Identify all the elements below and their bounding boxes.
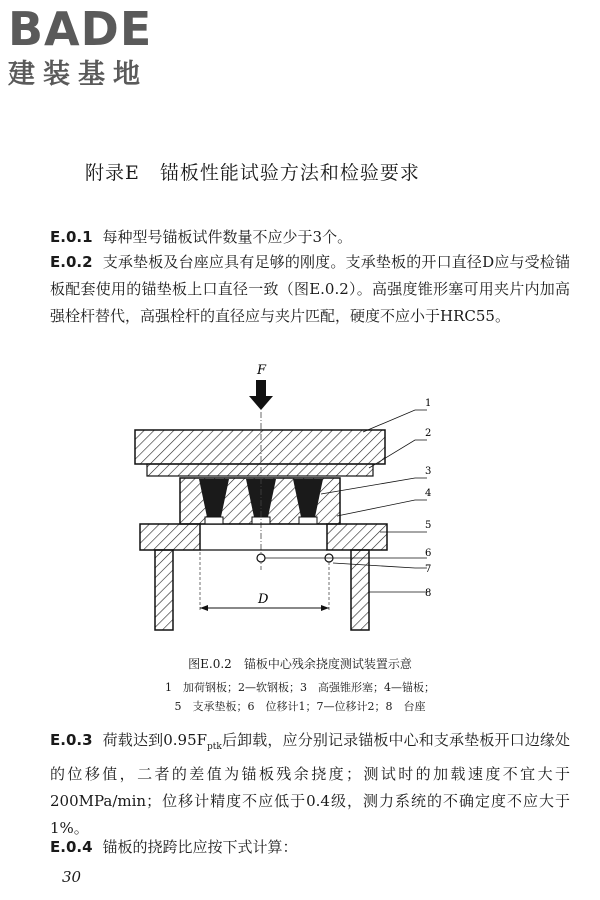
- force-label: F: [257, 363, 267, 378]
- displacement-gauge-1: [257, 554, 265, 562]
- figure-legend-line: 1 加荷钢板；2—软钢板；3 高强锥形塞；4—锚板；: [165, 681, 435, 694]
- section-e02: [50, 249, 570, 330]
- figure-caption: 图E.0.2 锚板中心残余挠度测试装置示意: [188, 657, 412, 671]
- callout-label: 8: [425, 588, 432, 599]
- dimension-d-label: D: [258, 592, 269, 607]
- section-number: E.0.4: [50, 838, 93, 856]
- logo-subtitle: 建装基地: [8, 59, 148, 90]
- callout-label: 7: [425, 564, 432, 575]
- callout-label: 3: [425, 466, 432, 477]
- section-number: E.0.1: [50, 228, 93, 246]
- logo-wordmark: BADE: [8, 2, 153, 56]
- force-arrow-icon: [249, 380, 273, 410]
- section-e01: [50, 224, 570, 251]
- test-stand-leg: [351, 550, 369, 630]
- section-text: 锚板的挠跨比应按下式计算：: [102, 838, 298, 856]
- loading-steel-plate: [135, 430, 385, 464]
- callout-label: 2: [425, 428, 432, 439]
- section-text: 后卸载，应分别记录锚板中心和支承垫板开口边缘处的位移值，二者的差值为锚板残余挠度；测试时的加载速度不宜大于200MPa/min；位移计精度不应低于0.4级，测力系统的不确定度不应大于1%。: [50, 731, 570, 837]
- callout-label: 4: [425, 488, 432, 499]
- soft-steel-plate: [147, 464, 373, 476]
- figure-legend-line: 5 支承垫板；6 位移计1；7—位移计2；8 台座: [174, 700, 426, 713]
- bade-logo: [8, 2, 153, 90]
- appendix-title: 附录E 锚板性能试验方法和检验要求: [85, 162, 420, 184]
- section-text: 每种型号锚板试件数量不应少于3个。: [102, 228, 353, 246]
- subscript-ptk: ptk: [207, 742, 222, 752]
- callout-label: 5: [425, 520, 432, 531]
- section-e04: [50, 834, 570, 861]
- callout-label: 1: [425, 398, 432, 409]
- dimension-d: [200, 552, 329, 612]
- supporting-pad-plate: [140, 524, 387, 550]
- page-number: 30: [62, 868, 82, 886]
- anchor-plate: [180, 478, 340, 524]
- section-text: 荷载达到0.95F: [102, 731, 208, 749]
- section-e03: [50, 727, 570, 842]
- test-stand-leg: [155, 550, 173, 630]
- section-number: E.0.3: [50, 731, 93, 749]
- anchor-plate-test-diagram: [125, 360, 475, 650]
- section-text: 支承垫板及台座应具有足够的刚度。支承垫板的开口直径D应与受检锚板配套使用的锚垫板上口直径一致（图E.0.2）。高强度锥形塞可用夹片内加高强栓杆替代，高强栓杆的直径应与夹片匹配，硬度不应小于HRC55。: [50, 253, 570, 325]
- callout-label: 6: [425, 548, 432, 559]
- section-number: E.0.2: [50, 253, 93, 271]
